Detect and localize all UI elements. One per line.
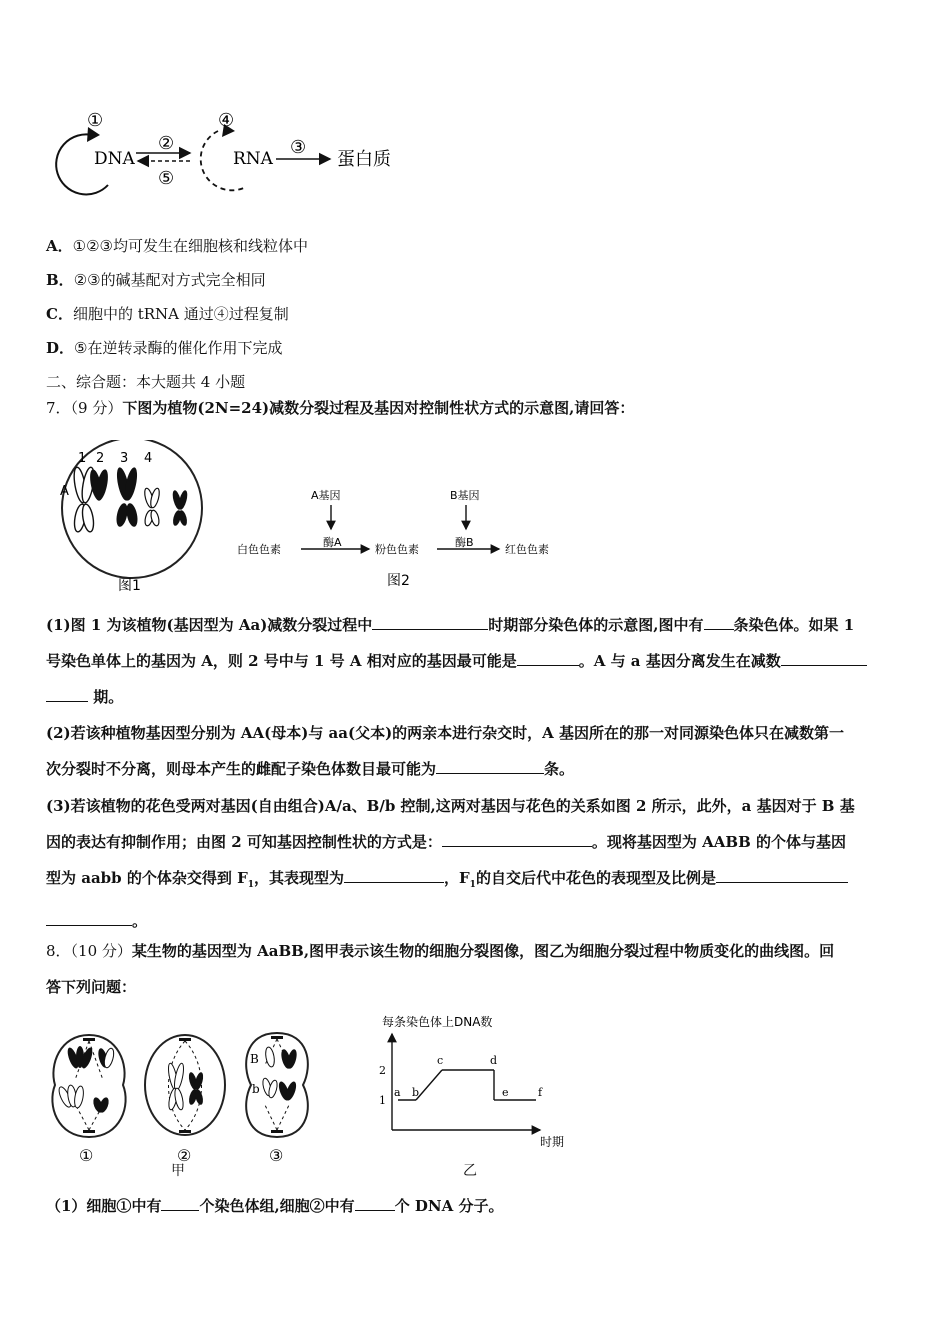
option-b: B．②③的碱基配对方式完全相同 [46, 271, 266, 289]
red-pigment-label: 红色色素 [505, 543, 549, 556]
mark-5: ⑤ [158, 168, 175, 189]
chromatid-number-2: 2 [96, 451, 105, 466]
chart-xlabel: 时期 [540, 1135, 565, 1149]
gene-b-upper: B [250, 1052, 259, 1066]
mark-3: ③ [290, 137, 307, 158]
cell-label-1: ① [79, 1146, 94, 1165]
enzyme-a-label: 酶A [323, 536, 342, 549]
point-label-f: f [538, 1086, 543, 1099]
fig2-pathway-diagram [235, 485, 580, 590]
curve-segment-2 [416, 1070, 442, 1100]
chromosome-black-large-right [115, 466, 140, 527]
q7-heading: 7．（9 分）下图为植物(2N=24)减数分裂过程及基因对控制性状方式的示意图,请回答： [46, 399, 635, 417]
chromosome-black-large-left [88, 468, 110, 501]
option-d: D．⑤在逆转录酶的催化作用下完成 [46, 339, 283, 357]
point-label-b: b [412, 1086, 420, 1099]
gene-a-box: A基因 [311, 489, 341, 502]
pink-pigment-label: 粉色色素 [375, 543, 419, 556]
cell-label-3: ③ [269, 1146, 284, 1165]
mark-4: ④ [218, 110, 235, 131]
option-c: C．细胞中的 tRNA 通过④过程复制 [46, 305, 289, 323]
gene-b-lower: b [252, 1082, 260, 1096]
y-tick-label-2: 2 [379, 1064, 386, 1077]
enzyme-b-label: 酶B [455, 536, 474, 549]
fig1-cell-diagram [50, 440, 220, 595]
q7-part3: (3)若该植物的花色受两对基因(自由组合)A/a、B/b 控制,这两对基因与花色的关系如图 2 所示，此外，a 基因对于 B 基 因的表达有抑制作用；由图 2 可知基因控制性状的方式是： 。现将基因型为 AABB 的个体与基因 型为 aabb 的个体杂交得到 $F_1$，其表现型为 ，$F_1$的自交后代中花色的表现型及比例是 。 [46, 797, 855, 930]
mark-1: ① [87, 110, 104, 131]
q8-part1: （1）细胞①中有 个染色体组,细胞②中有 个 DNA 分子。 [46, 1188, 906, 1224]
chart-ylabel: 每条染色体上DNA数 [382, 1015, 493, 1029]
fig-jia-caption: 甲 [171, 1163, 185, 1179]
cell-3 [246, 1033, 308, 1137]
chromatid-number-4: 4 [144, 451, 153, 466]
chromatid-number-1: 1 [78, 451, 87, 466]
q8-heading: 8．（10 分）某生物的基因型为 AaBB,图甲表示该生物的细胞分裂图像，图乙为细胞分裂过程中物质变化的曲线图。回 答下列问题： [46, 942, 835, 996]
fig-yi-chart [370, 1010, 590, 1155]
central-dogma-diagram [50, 105, 410, 200]
point-label-a: a [394, 1086, 401, 1099]
chromatid-number-3: 3 [120, 451, 129, 466]
chromosome-black-small [171, 489, 189, 526]
gene-b-box: B基因 [450, 489, 480, 502]
rna-label: RNA [233, 149, 273, 169]
fig-yi-caption: 乙 [463, 1163, 477, 1179]
cell-2 [145, 1035, 225, 1135]
point-label-c: c [437, 1054, 444, 1067]
q7-part1: (1)图 1 为该植物(基因型为 Aa)减数分裂过程中 时期部分染色体的示意图,图中有 条染色体。如果 1 号染色单体上的基因为 A，则 2 号中与 1 号 A 相对应的基因最可能是 。A 与 a 基因分离发生在减数 期。 [46, 607, 906, 715]
y-tick-label-1: 1 [379, 1094, 386, 1107]
point-label-e: e [502, 1086, 509, 1099]
section-title: 二、综合题：本大题共 4 小题 [46, 373, 246, 391]
option-a: A．①②③均可发生在细胞核和线粒体中 [46, 237, 308, 255]
fig-jia-cell-division [45, 1025, 325, 1180]
cell-label-2: ② [177, 1146, 192, 1165]
q7-part2: (2)若该种植物基因型分别为 AA(母本)与 aa(父本)的两亲本进行杂交时，A 基因所在的那一对同源染色体只在减数第一 次分裂时不分离，则母本产生的雌配子染色体数目最可能为 条。 [46, 724, 845, 778]
gene-a-label: A [60, 484, 69, 499]
protein-label: 蛋白质 [337, 149, 391, 170]
mark-2: ② [158, 133, 175, 154]
point-label-d: d [490, 1054, 498, 1067]
white-pigment-label: 白色色素 [237, 543, 281, 556]
dna-label: DNA [94, 149, 135, 169]
chromosome-white-small [143, 487, 161, 526]
cell-1 [52, 1035, 125, 1137]
fig1-caption: 图1 [118, 578, 141, 594]
fig2-caption: 图2 [387, 573, 410, 589]
